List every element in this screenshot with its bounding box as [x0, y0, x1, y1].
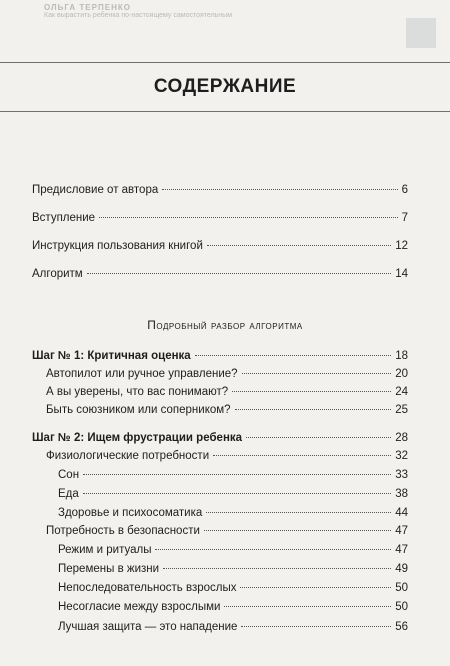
toc-entry	[58, 563, 408, 579]
toc-entry-title: Алгоритм	[32, 268, 83, 280]
toc-entry-page-number: 44	[395, 507, 408, 519]
dot-leader	[246, 437, 391, 438]
bleed-through-logo	[406, 18, 436, 48]
toc-entry-page-number: 25	[395, 404, 408, 416]
toc-entry	[32, 240, 408, 256]
toc-entry-title: Лучшая защита — это нападение	[58, 621, 238, 633]
toc-entry-title: Непоследовательность взрослых	[58, 582, 237, 594]
toc-entry-page-number: 38	[395, 488, 408, 500]
toc-entry-title: Здоровье и психосоматика	[58, 507, 203, 519]
toc-entry-page-number: 56	[395, 621, 408, 633]
toc-entry-title: Еда	[58, 488, 79, 500]
toc-entry-page-number: 50	[395, 601, 408, 613]
dot-leader	[99, 217, 398, 218]
dot-leader	[162, 189, 397, 190]
dot-leader	[224, 606, 391, 607]
dot-leader	[87, 273, 391, 274]
dot-leader	[163, 568, 391, 569]
toc-entry-title: Автопилот или ручное управление?	[46, 368, 238, 380]
toc-entry	[32, 432, 408, 448]
toc-entry-title: Сон	[58, 469, 80, 481]
dot-leader	[155, 549, 391, 550]
toc-entry-title: Физиологические потребности	[46, 450, 210, 462]
toc-entry-title: Режим и ритуалы	[58, 544, 152, 556]
toc-entry	[46, 525, 408, 541]
dot-leader	[242, 373, 392, 374]
dot-leader	[206, 512, 391, 513]
toc-entry	[58, 488, 408, 504]
toc-entry-title: Перемены в жизни	[58, 563, 160, 575]
toc-entry-page-number: 24	[395, 386, 408, 398]
bleed-through-subtitle: Как вырастить ребенка по-настоящему самостоятельным	[44, 12, 233, 19]
title-band	[0, 62, 450, 112]
toc-entry-title: Потребность в безопасности	[46, 525, 200, 537]
toc-entry	[58, 582, 408, 598]
toc-entry-title: Несогласие между взрослыми	[58, 601, 221, 613]
toc-entry	[46, 404, 408, 420]
page-title: СОДЕРЖАНИЕ	[153, 76, 297, 97]
toc-entry	[58, 544, 408, 560]
dot-leader	[241, 626, 391, 627]
toc-entry-title: Вступление	[32, 212, 96, 224]
dot-leader	[235, 409, 392, 410]
toc-entry-title: Предисловие от автора	[32, 184, 159, 196]
toc-entry-title: Быть союзником или соперником?	[46, 404, 231, 416]
toc-entry-title: Инструкция пользования книгой	[32, 240, 203, 252]
toc-entry-title: Шаг № 2: Ищем фрустрации ребенка	[32, 432, 243, 444]
toc-entry	[46, 450, 408, 466]
dot-leader	[207, 245, 391, 246]
toc-entry	[58, 621, 408, 637]
toc-entry-title: А вы уверены, что вас понимают?	[46, 386, 229, 398]
toc-entry-page-number: 6	[401, 184, 408, 196]
toc-entry-page-number: 47	[395, 544, 408, 556]
toc-entry-page-number: 12	[395, 240, 408, 252]
toc-entry	[32, 350, 408, 366]
toc-entry-page-number: 50	[395, 582, 408, 594]
toc-entry	[46, 386, 408, 402]
dot-leader	[213, 455, 391, 456]
toc-entry	[58, 601, 408, 617]
toc-entry-page-number: 28	[395, 432, 408, 444]
toc-entry-page-number: 49	[395, 563, 408, 575]
toc-entry-page-number: 18	[395, 350, 408, 362]
section-subheading: Подробный разбор алгоритма	[147, 318, 303, 332]
dot-leader	[83, 493, 391, 494]
toc-entry	[58, 469, 408, 485]
bleed-through-header	[44, 4, 404, 20]
dot-leader	[195, 355, 392, 356]
toc-entry	[32, 212, 408, 228]
toc-entry	[32, 184, 408, 200]
dot-leader	[240, 587, 391, 588]
toc-entry-page-number: 32	[395, 450, 408, 462]
toc-entry-page-number: 7	[401, 212, 408, 224]
dot-leader	[83, 474, 391, 475]
toc-entry-page-number: 14	[395, 268, 408, 280]
toc-entry-page-number: 47	[395, 525, 408, 537]
dot-leader	[232, 391, 391, 392]
toc-entry	[58, 507, 408, 523]
toc-entry	[46, 368, 408, 384]
toc-entry	[32, 268, 408, 284]
toc-entry-page-number: 20	[395, 368, 408, 380]
toc-entry-title: Шаг № 1: Критичная оценка	[32, 350, 191, 362]
toc-entry-page-number: 33	[395, 469, 408, 481]
bleed-through-author: ОЛЬГА ТЕРПЕНКО	[44, 3, 131, 12]
dot-leader	[204, 530, 391, 531]
